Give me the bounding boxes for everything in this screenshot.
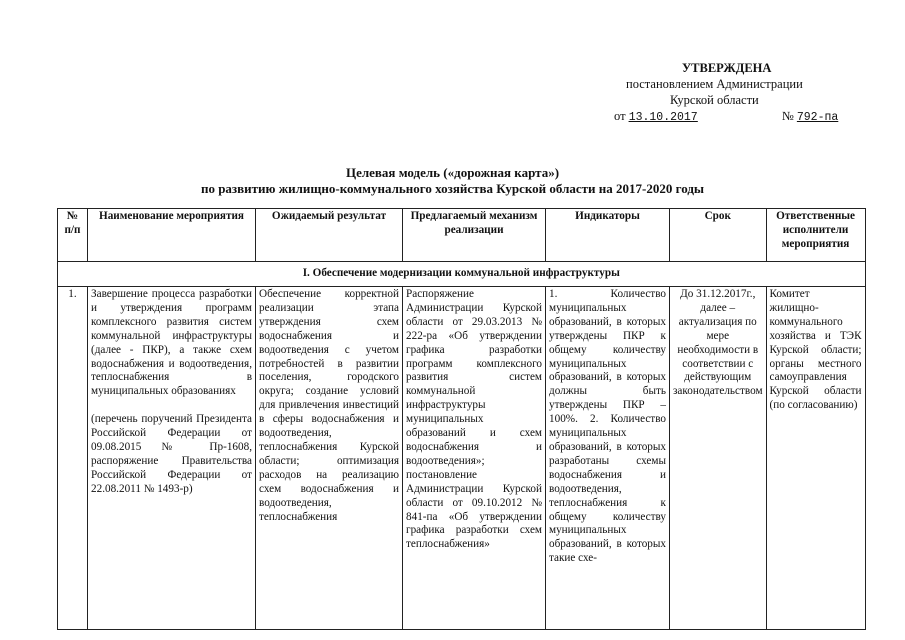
table-row: [58, 287, 866, 630]
row-mechanism: Распоряжение Администрации Курской области от 29.03.2013 № 222-ра «Об утверждении графика разработки программ комплексного развития систем коммунальной инфраструктуры муниципальных образований и схем водоснабжения и водоотведения»; постановление Администрации Курской области от 09.10.2012 № 841-па «Об утверждении графика разработки схем теплоснабжения»: [403, 287, 546, 630]
row-result: Обеспечение корректной реализации этапа утверждения схем водоснабжения и водоотведения с учетом потребностей в развитии поселения, городского округа; создание условий для привлечения инвестиций в сферы водоснабжения и водоотведения, теплоснабжения Курской области; оптимизация расходов на реализацию схем водоснабжения и водоотведения, теплоснабжения: [256, 287, 403, 630]
header-name: Наименование мероприятия: [88, 209, 256, 262]
document-title-line2: по развитию жилищно-коммунального хозяйства Курской области на 2017-2020 годы: [200, 181, 705, 196]
document-title-line1: Целевая модель («дорожная карта»): [345, 165, 560, 180]
row-name: Завершение процесса разработки и утверждения программ комплексного развития систем коммунальной инфраструктуры (далее - ПКР), а также схем водоснабжения и водоотведения, теплоснабжения в муниципальных образованиях: [91, 288, 252, 398]
roadmap-table: [57, 208, 866, 630]
row-number: 1.: [58, 287, 88, 630]
approval-status: УТВЕРЖДЕНА: [682, 61, 772, 75]
header-mechanism: Предлагаемый механизм реализации: [403, 209, 546, 262]
header-result: Ожидаемый результат: [256, 209, 403, 262]
header-number: № п/п: [58, 209, 88, 262]
row-responsible: Комитет жилищно-коммунального хозяйства и ТЭК Курской области; органы местного самоуправления Курской области (по согласованию): [766, 287, 865, 630]
row-deadline: До 31.12.2017г., далее – актуализация по мере необходимости в соответствии с действующим законодательством: [670, 287, 767, 630]
approval-region: Курской области: [670, 93, 759, 107]
approval-stamp: [600, 60, 860, 126]
section-title: I. Обеспечение модернизации коммунальной инфраструктуры: [58, 262, 866, 287]
approval-authority: постановлением Администрации: [626, 77, 803, 91]
header-responsible: Ответственные исполнители мероприятия: [766, 209, 865, 262]
approval-date: 13.10.2017: [628, 111, 698, 124]
number-prefix: №: [781, 109, 794, 123]
approval-date-line: [614, 108, 860, 126]
row-name-note: (перечень поручений Президента Российской Федерации от 09.08.2015 № Пр-1608, распоряжение Правительства Российской Федерации от 22.08.2011 № 1493-р): [91, 413, 252, 495]
header-deadline: Срок: [670, 209, 767, 262]
date-prefix: от: [614, 109, 626, 123]
document-title: [0, 165, 905, 197]
row-name-cell: [88, 287, 256, 630]
table-header-row: [58, 209, 866, 262]
section-row: [58, 262, 866, 287]
approval-number: 792-па: [796, 111, 839, 124]
header-indicators: Индикаторы: [546, 209, 670, 262]
row-indicators: 1. Количество муниципальных образований, в которых утверждены ПКР к общему количеству муниципальных образований, в которых должны быть утверждены ПКР – 100%. 2. Количество муниципальных образований, в которых разработаны схемы водоснабжения и водоотведения, теплоснабжения к общему количеству муниципальных образований, в которых такие схе-: [546, 287, 670, 630]
